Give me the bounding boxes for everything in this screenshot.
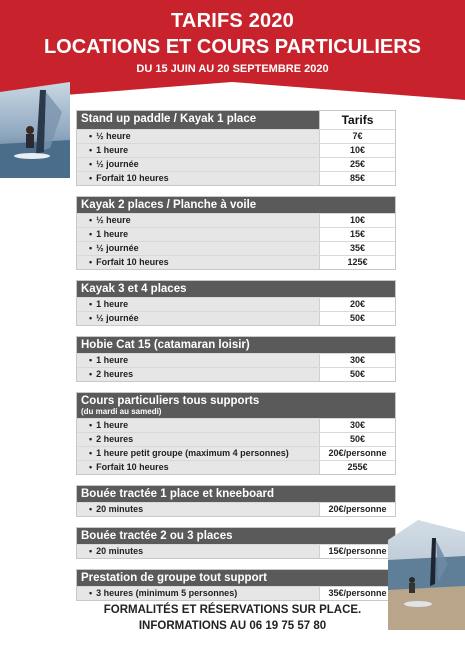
table-row xyxy=(77,171,395,185)
page-dates: DU 15 JUIN AU 20 SEPTEMBRE 2020 xyxy=(136,63,329,75)
row-price: 10€ xyxy=(319,214,395,227)
section-title: Bouée tractée 1 place et kneeboard xyxy=(77,486,319,502)
table-row xyxy=(77,460,395,474)
section-title-text: Cours particuliers tous supports xyxy=(81,395,260,407)
row-label: • 20 minutes xyxy=(77,545,319,558)
row-price: 15€/personne xyxy=(319,545,395,558)
section-bouee-2-3-places xyxy=(76,527,396,559)
table-row xyxy=(77,241,395,255)
row-label: • ½ journée xyxy=(77,158,319,171)
windsurf-photo xyxy=(0,82,70,178)
row-label: • 1 heure xyxy=(77,144,319,157)
row-label: • 3 heures (minimum 5 personnes) xyxy=(77,587,319,600)
row-label: • ½ journée xyxy=(77,312,319,325)
section-title: Prestation de groupe tout support xyxy=(77,570,319,586)
row-price: 50€ xyxy=(319,312,395,325)
table-row xyxy=(77,311,395,325)
table-row xyxy=(77,367,395,381)
row-price: 7€ xyxy=(319,130,395,143)
table-row xyxy=(77,502,395,516)
table-row xyxy=(77,227,395,241)
price-header-cell xyxy=(319,197,395,213)
table-row xyxy=(77,544,395,558)
section-bouee-1-place xyxy=(76,485,396,517)
section-title: Bouée tractée 2 ou 3 places xyxy=(77,528,319,544)
row-price: 30€ xyxy=(319,419,395,432)
row-label: • 2 heures xyxy=(77,368,319,381)
table-row xyxy=(77,129,395,143)
price-header-cell xyxy=(319,486,395,502)
section-cours-particuliers xyxy=(76,392,396,475)
row-label: • ½ heure xyxy=(77,130,319,143)
section-title xyxy=(77,393,319,418)
table-row xyxy=(77,353,395,367)
row-price: 125€ xyxy=(319,256,395,269)
row-price: 20€ xyxy=(319,298,395,311)
row-price: 10€ xyxy=(319,144,395,157)
row-label: • ½ journée xyxy=(77,242,319,255)
section-title: Hobie Cat 15 (catamaran loisir) xyxy=(77,337,319,353)
section-title: Kayak 3 et 4 places xyxy=(77,281,319,297)
table-row xyxy=(77,255,395,269)
page-subtitle: LOCATIONS ET COURS PARTICULIERS xyxy=(43,36,422,58)
table-row xyxy=(77,143,395,157)
row-label: • ½ heure xyxy=(77,214,319,227)
row-price: 85€ xyxy=(319,172,395,185)
section-prestation-groupe xyxy=(76,569,396,601)
row-price: 255€ xyxy=(319,461,395,474)
price-header-cell xyxy=(319,281,395,297)
row-label: • Forfait 10 heures xyxy=(77,172,319,185)
row-price: 35€/personne xyxy=(319,587,395,600)
table-row xyxy=(77,297,395,311)
section-hobie-cat xyxy=(76,336,396,382)
row-label: • 2 heures xyxy=(77,433,319,446)
price-header-cell xyxy=(319,393,395,418)
page-title: TARIFS 2020 xyxy=(171,10,294,32)
price-header-cell xyxy=(319,570,395,586)
row-price: 15€ xyxy=(319,228,395,241)
price-header-cell xyxy=(319,528,395,544)
section-subtitle: (du mardi au samedi) xyxy=(81,407,162,416)
table-row xyxy=(77,432,395,446)
row-label: • 1 heure petit groupe (maximum 4 personnes) xyxy=(77,447,319,460)
row-label: • 1 heure xyxy=(77,298,319,311)
row-price: 20€/personne xyxy=(319,447,395,460)
table-row xyxy=(77,157,395,171)
row-price: 30€ xyxy=(319,354,395,367)
section-kayak-3-4-places xyxy=(76,280,396,326)
price-header-cell xyxy=(319,337,395,353)
section-title: Stand up paddle / Kayak 1 place xyxy=(77,111,319,129)
table-row xyxy=(77,213,395,227)
row-price: 35€ xyxy=(319,242,395,255)
row-price: 20€/personne xyxy=(319,503,395,516)
row-label: • 1 heure xyxy=(77,419,319,432)
row-price: 50€ xyxy=(319,368,395,381)
row-label: • Forfait 10 heures xyxy=(77,256,319,269)
table-row xyxy=(77,446,395,460)
row-label: • Forfait 10 heures xyxy=(77,461,319,474)
footer-line-2: INFORMATIONS AU 06 19 75 57 80 xyxy=(138,620,327,632)
section-stand-up-paddle xyxy=(76,110,396,186)
row-price: 25€ xyxy=(319,158,395,171)
footer-line-1: FORMALITÉS ET RÉSERVATIONS SUR PLACE. xyxy=(103,604,362,616)
row-label: • 20 minutes xyxy=(77,503,319,516)
price-column-header: Tarifs xyxy=(319,111,395,129)
row-price: 50€ xyxy=(319,433,395,446)
row-label: • 1 heure xyxy=(77,354,319,367)
section-kayak-2-places xyxy=(76,196,396,270)
table-row xyxy=(77,418,395,432)
table-row xyxy=(77,586,395,600)
section-title: Kayak 2 places / Planche à voile xyxy=(77,197,319,213)
price-table xyxy=(76,110,396,611)
row-label: • 1 heure xyxy=(77,228,319,241)
